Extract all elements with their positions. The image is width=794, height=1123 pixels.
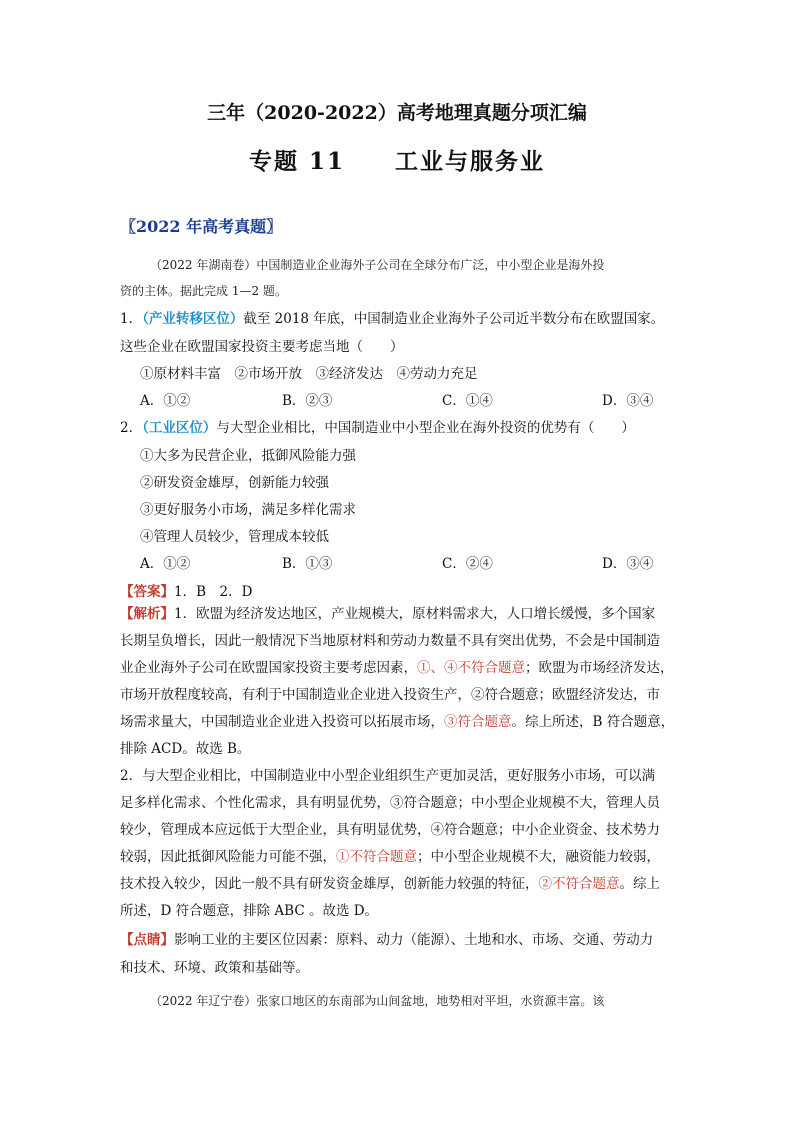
tip-label: 【点睛】 [120,932,174,948]
analysis-line [120,608,655,622]
choice-d: D．③④ [602,393,654,409]
analysis-highlight: ①不符合题意 [336,849,417,865]
choice-b: B．①③ [282,556,333,572]
question-stem: 与大型企业相比，中国制造业中小型企业在海外投资的优势有（ ） [216,420,635,436]
analysis-text: 场需求量大，中国制造业企业进入投资可以拓展市场， [120,714,444,730]
tip-line [120,934,653,948]
tip-line: 和技术、环境、政策和基础等。 [120,960,309,976]
section-heading: 〖2022 年高考真题〗 [120,217,283,236]
analysis-text: 业企业海外子公司在欧盟国家投资主要考虑因素， [120,660,417,676]
choice-a: A．①② [140,393,191,409]
analysis-text: 。综上所述，B 符合题意， [511,714,675,730]
analysis-line: 长期呈负增长，因此一般情况下当地原材料和劳动力数量不具有突出优势，不会是中国制造 [120,633,660,649]
analysis-highlight: ③符合题意 [444,714,512,730]
option-list: ①原材料丰富 ②市场开放 ③经济发达 ④劳动力充足 [140,366,478,382]
topic-title: 专题 11 工业与服务业 [248,148,545,175]
analysis-text: 1．欧盟为经济发达地区，产业规模大，原材料需求大，人口增长缓慢，多个国家 [174,606,656,622]
analysis-text: 较弱，因此抵御风险能力可能不强， [120,849,336,865]
intro-line: （2022 年湖南卷）中国制造业企业海外子公司在全球分布广泛，中小型企业是海外投 [150,258,605,272]
answer-label: 【答案】 [120,584,174,600]
analysis-line: 市场开放程度较高，有利于中国制造业企业进入投资生产，②符合题意；欧盟经济发达，市 [120,687,660,703]
answer-text: 1．B 2．D [174,584,253,600]
option-item: ②研发资金雄厚，创新能力较强 [140,475,329,491]
question-number: 2． [120,420,143,436]
analysis-text: 技术投入较少，因此一般不具有研发资金雄厚，创新能力较强的特征， [120,876,539,892]
analysis-highlight: ①、④不符合题意 [417,660,525,676]
choice-c: C．①④ [442,393,493,409]
analysis-line [120,851,660,865]
tip-text: 影响工业的主要区位因素：原料、动力（能源）、土地和水、市场、交通、劳动力 [174,932,654,948]
question-tag: （产业转移区位） [142,311,244,327]
analysis-line: 足多样化需求、个性化需求，具有明显优势，③符合题意；中小型企业规模不大，管理人员 [120,795,660,811]
intro-line: （2022 年辽宁卷）张家口地区的东南部为山间盆地，地势相对平坦，水资源丰富。该 [150,994,605,1008]
choice-c: C．②④ [442,556,493,572]
intro-line: 资的主体。据此完成 1—2 题。 [120,284,287,298]
question-2 [120,416,635,436]
analysis-line [120,716,674,730]
analysis-highlight: ②不符合题意 [538,876,620,892]
page-title: 三年（2020-2022）高考地理真题分项汇编 [207,102,587,124]
question-number: 1． [120,311,143,327]
analysis-line: 较少，管理成本应远低于大型企业，具有明显优势，④符合题意；中小企业资金、技术势力 [120,822,660,838]
question-stem-cont: 这些企业在欧盟国家投资主要考虑当地（ ） [120,339,404,355]
answer-line [120,580,252,600]
analysis-line: 所述，D 符合题意，排除 ABC 。故选 D。 [120,903,379,919]
analysis-label: 【解析】 [120,606,174,622]
choice-a: A．①② [140,556,191,572]
option-item: ①大多为民营企业，抵御风险能力强 [140,448,356,464]
option-item: ④管理人员较少，管理成本较低 [140,529,329,545]
analysis-line: 2．与大型企业相比，中国制造业中小型企业组织生产更加灵活，更好服务小市场，可以满 [120,768,656,784]
analysis-line [120,878,660,892]
question-stem: 截至 2018 年底，中国制造业企业海外子公司近半数分布在欧盟国家。 [243,311,665,327]
choice-d: D．③④ [602,556,654,572]
analysis-text: 。综上 [619,876,660,892]
choice-b: B．②③ [282,393,333,409]
question-1 [120,307,664,327]
analysis-line [120,662,674,676]
analysis-text: ；中小型企业规模不大，融资能力较弱， [417,849,660,865]
option-item: ③更好服务小市场，满足多样化需求 [140,502,356,518]
question-tag: （工业区位） [142,420,217,436]
analysis-text: ；欧盟为市场经济发达， [525,660,674,676]
analysis-line: 排除 ACD。故选 B。 [120,741,251,757]
